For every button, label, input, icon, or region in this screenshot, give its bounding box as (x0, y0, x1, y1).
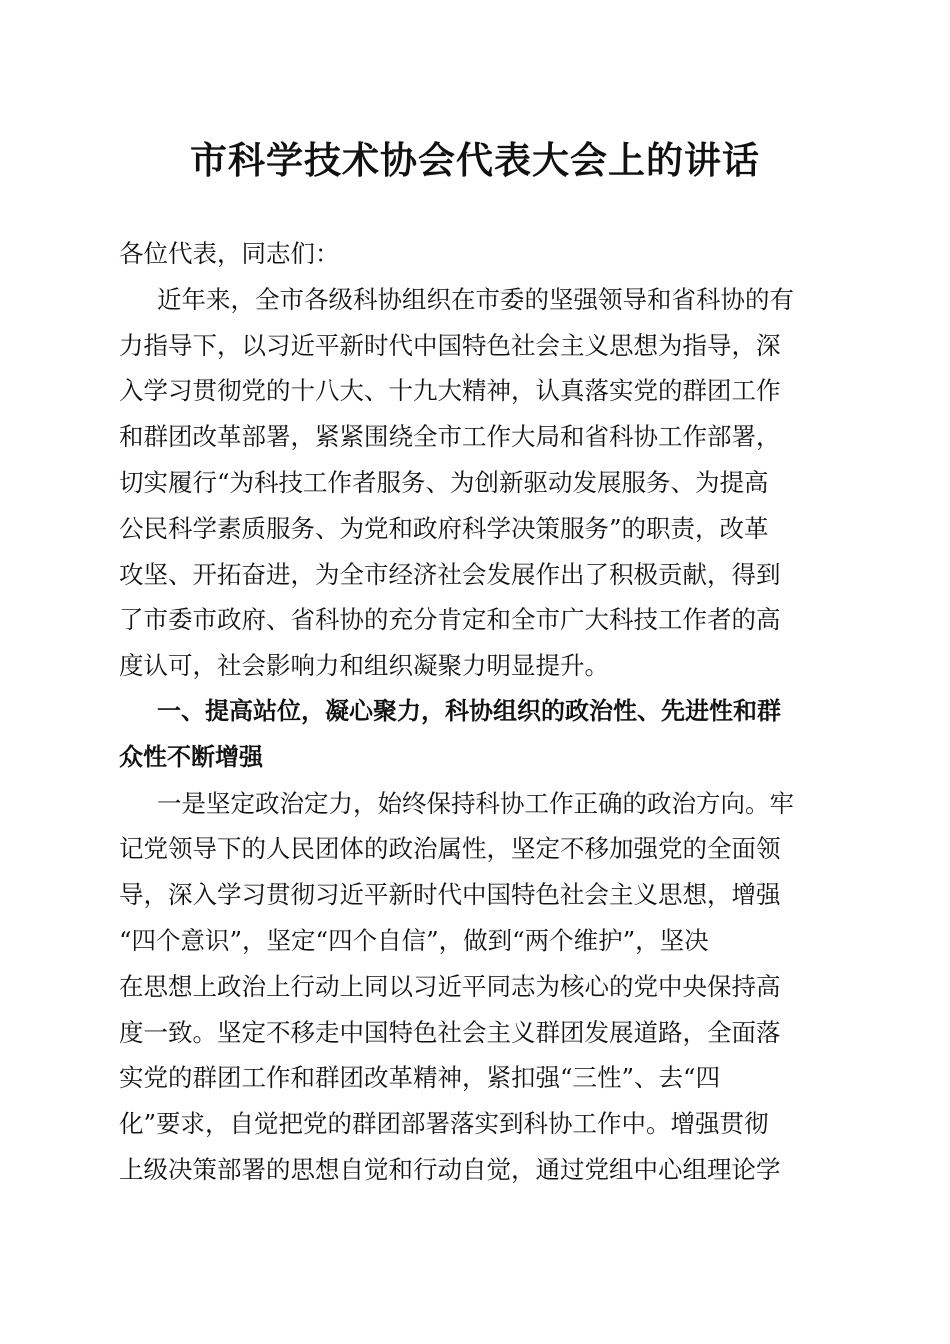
section-heading: 一、提高站位，凝心聚力，科协组织的政治性、先进性和群 (157, 696, 781, 725)
section-heading: 众性不断增强 (119, 742, 263, 771)
paragraph-line: 近年来，全市各级科协组织在市委的坚强领导和省科协的有 (157, 284, 794, 314)
paragraph-line: 记党领导下的人民团体的政治属性，坚定不移加强党的全面领 (119, 834, 781, 864)
paragraph-line: 导，深入学习贯彻习近平新时代中国特色社会主义思想，增强 (119, 880, 781, 910)
paragraph-line: 力指导下，以习近平新时代中国特色社会主义思想为指导，深 (119, 330, 781, 360)
paragraph-line: 了市委市政府、省科协的充分肯定和全市广大科技工作者的高 (119, 605, 781, 635)
paragraph-line: 在思想上政治上行动上同以习近平同志为核心的党中央保持高 (119, 971, 781, 1001)
paragraph-line: 入学习贯彻党的十八大、十九大精神，认真落实党的群团工作 (119, 376, 781, 406)
document-body (119, 231, 825, 1193)
paragraph-line: 攻坚、开拓奋进，为全市经济社会发展作出了积极贡献，得到 (119, 559, 781, 589)
paragraph-line: 化”要求，自觉把党的群团部署落实到科协工作中。增强贯彻 (119, 1109, 769, 1139)
paragraph-line: 实党的群团工作和群团改革精神，紧扣强“三性”、去“四 (119, 1063, 721, 1093)
paragraph-line: 上级决策部署的思想自觉和行动自觉，通过党组中心组理论学 (119, 1154, 781, 1184)
paragraph-line: 度一致。坚定不移走中国特色社会主义群团发展道路，全面落 (119, 1017, 781, 1047)
paragraph-line: 和群团改革部署，紧紧围绕全市工作大局和省科协工作部署， (119, 422, 781, 452)
paragraph-line: “四个意识”，坚定“四个自信”，做到“两个维护”，坚决 (119, 925, 709, 955)
paragraph-line: 度认可，社会影响力和组织凝聚力明显提升。 (119, 651, 609, 681)
paragraph-line: 切实履行“为科技工作者服务、为创新驱动发展服务、为提高 (119, 467, 769, 497)
paragraph-line: 一是坚定政治定力，始终保持科协工作正确的政治方向。牢 (157, 788, 794, 818)
document-title: 市科学技术协会代表大会上的讲话 (190, 138, 760, 182)
paragraph-line: 公民科学素质服务、为党和政府科学决策服务”的职责，改革 (119, 513, 769, 543)
salutation: 各位代表，同志们： (119, 239, 340, 268)
